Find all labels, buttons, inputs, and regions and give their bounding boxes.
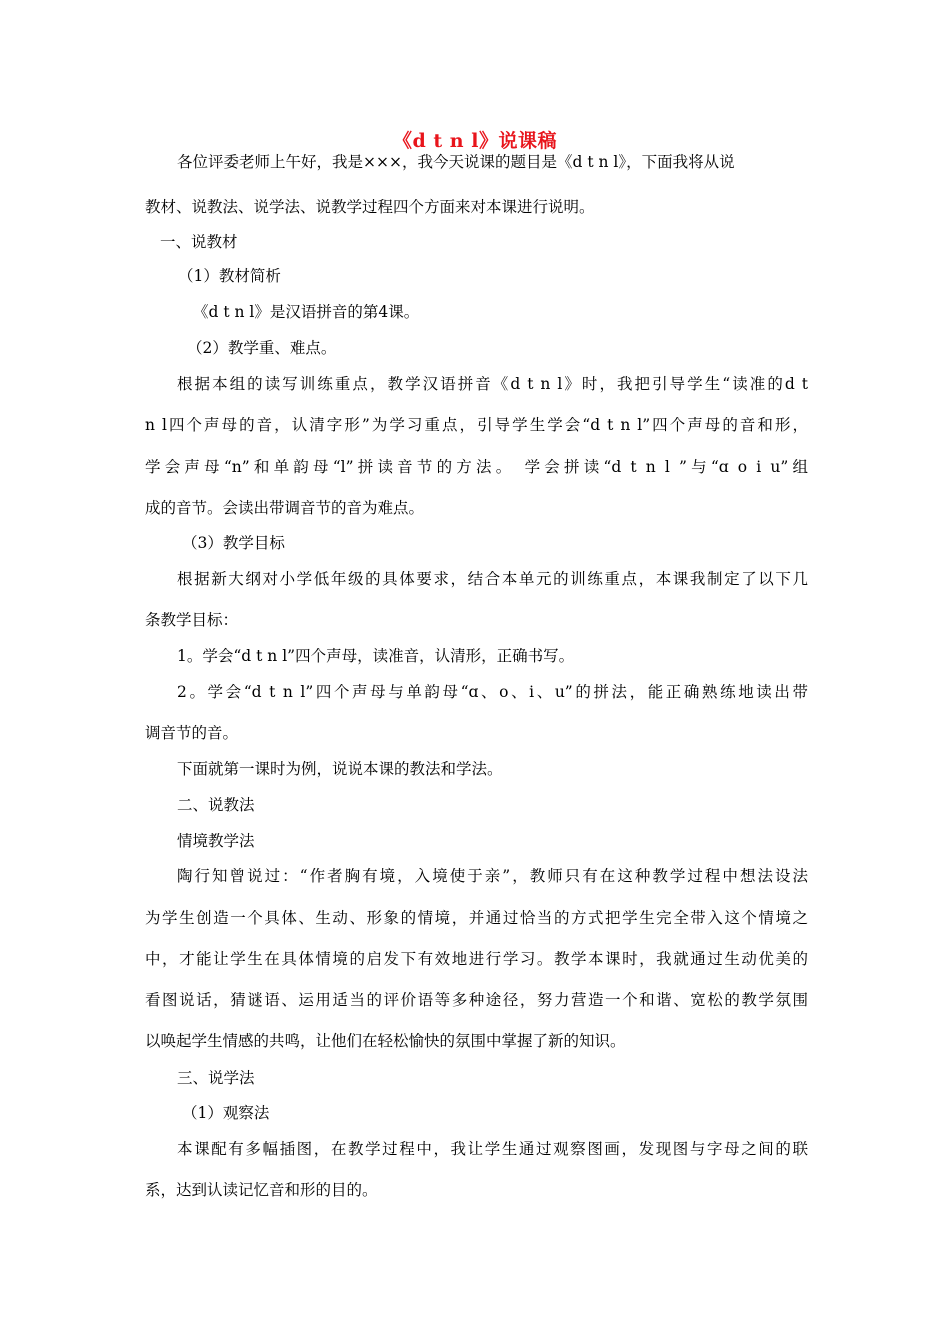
- paragraph-line: 条教学目标：: [145, 611, 239, 629]
- paragraph-line: 陶行知曾说过：“作者胸有境，入境使于亲”，教师只有在这种教学过程中想法设法: [177, 867, 808, 885]
- paragraph-line: 系，达到认读记忆音和形的目的。: [145, 1181, 378, 1199]
- paragraph-line: 各位评委老师上午好，我是×××，我今天说课的题目是《d t n l》，下面我将从说: [177, 153, 735, 171]
- subsection-heading: （2）教学重、难点。: [187, 339, 337, 357]
- subsection-heading: （3）教学目标: [182, 534, 285, 552]
- paragraph-line: n l四个声母的音，认清字形”为学习重点，引导学生学会“d t n l”四个声母的音和形，: [145, 416, 808, 434]
- section-heading: 一、说教材: [160, 233, 238, 251]
- section-heading: 三、说学法: [177, 1069, 255, 1087]
- paragraph-line: 本课配有多幅插图，在教学过程中，我让学生通过观察图画，发现图与字母之间的联: [177, 1140, 808, 1158]
- subsection-heading: （1）教材简析: [178, 267, 281, 285]
- paragraph-line: 教材、说教法、说学法、说教学过程四个方面来对本课进行说明。: [145, 198, 595, 216]
- paragraph-line: 成的音节。会读出带调音节的音为难点。: [145, 499, 425, 517]
- paragraph-line: 调音节的音。: [145, 724, 239, 742]
- paragraph-line: 学会声母“n”和单韵母“l”拼读音节的方法。 学会拼读“d t n l ”与“ɑ o i u”组: [145, 458, 808, 476]
- section-heading: 二、说教法: [177, 796, 255, 814]
- paragraph-line: 中，才能让学生在具体情境的启发下有效地进行学习。教学本课时，我就通过生动优美的: [145, 950, 808, 968]
- list-item: 2。学会“d t n l”四个声母与单韵母“ɑ、o、i、u”的拼法，能正确熟练地读出带: [177, 683, 808, 701]
- paragraph-line: 以唤起学生情感的共鸣，让他们在轻松愉快的氛围中掌握了新的知识。: [145, 1032, 626, 1050]
- paragraph-line: 下面就第一课时为例，说说本课的教法和学法。: [177, 760, 503, 778]
- paragraph-line: 为学生创造一个具体、生动、形象的情境，并通过恰当的方式把学生完全带入这个情境之: [145, 909, 808, 927]
- list-item: 1。学会“d t n l”四个声母，读准音，认清形，正确书写。: [177, 647, 575, 665]
- paragraph-line: 看图说话，猜谜语、运用适当的评价语等多种途径，努力营造一个和谐、宽松的教学氛围: [145, 991, 808, 1009]
- document-title: 《d t n l》说课稿: [393, 130, 557, 152]
- paragraph-line: 《d t n l》是汉语拼音的第4课。: [193, 303, 420, 321]
- paragraph-line: 根据本组的读写训练重点，教学汉语拼音《d t n l》时，我把引导学生“读准的d t: [177, 375, 808, 393]
- subsection-heading: 情境教学法: [177, 832, 255, 850]
- subsection-heading: （1）观察法: [182, 1104, 270, 1122]
- paragraph-line: 根据新大纲对小学低年级的具体要求，结合本单元的训练重点，本课我制定了以下几: [177, 570, 808, 588]
